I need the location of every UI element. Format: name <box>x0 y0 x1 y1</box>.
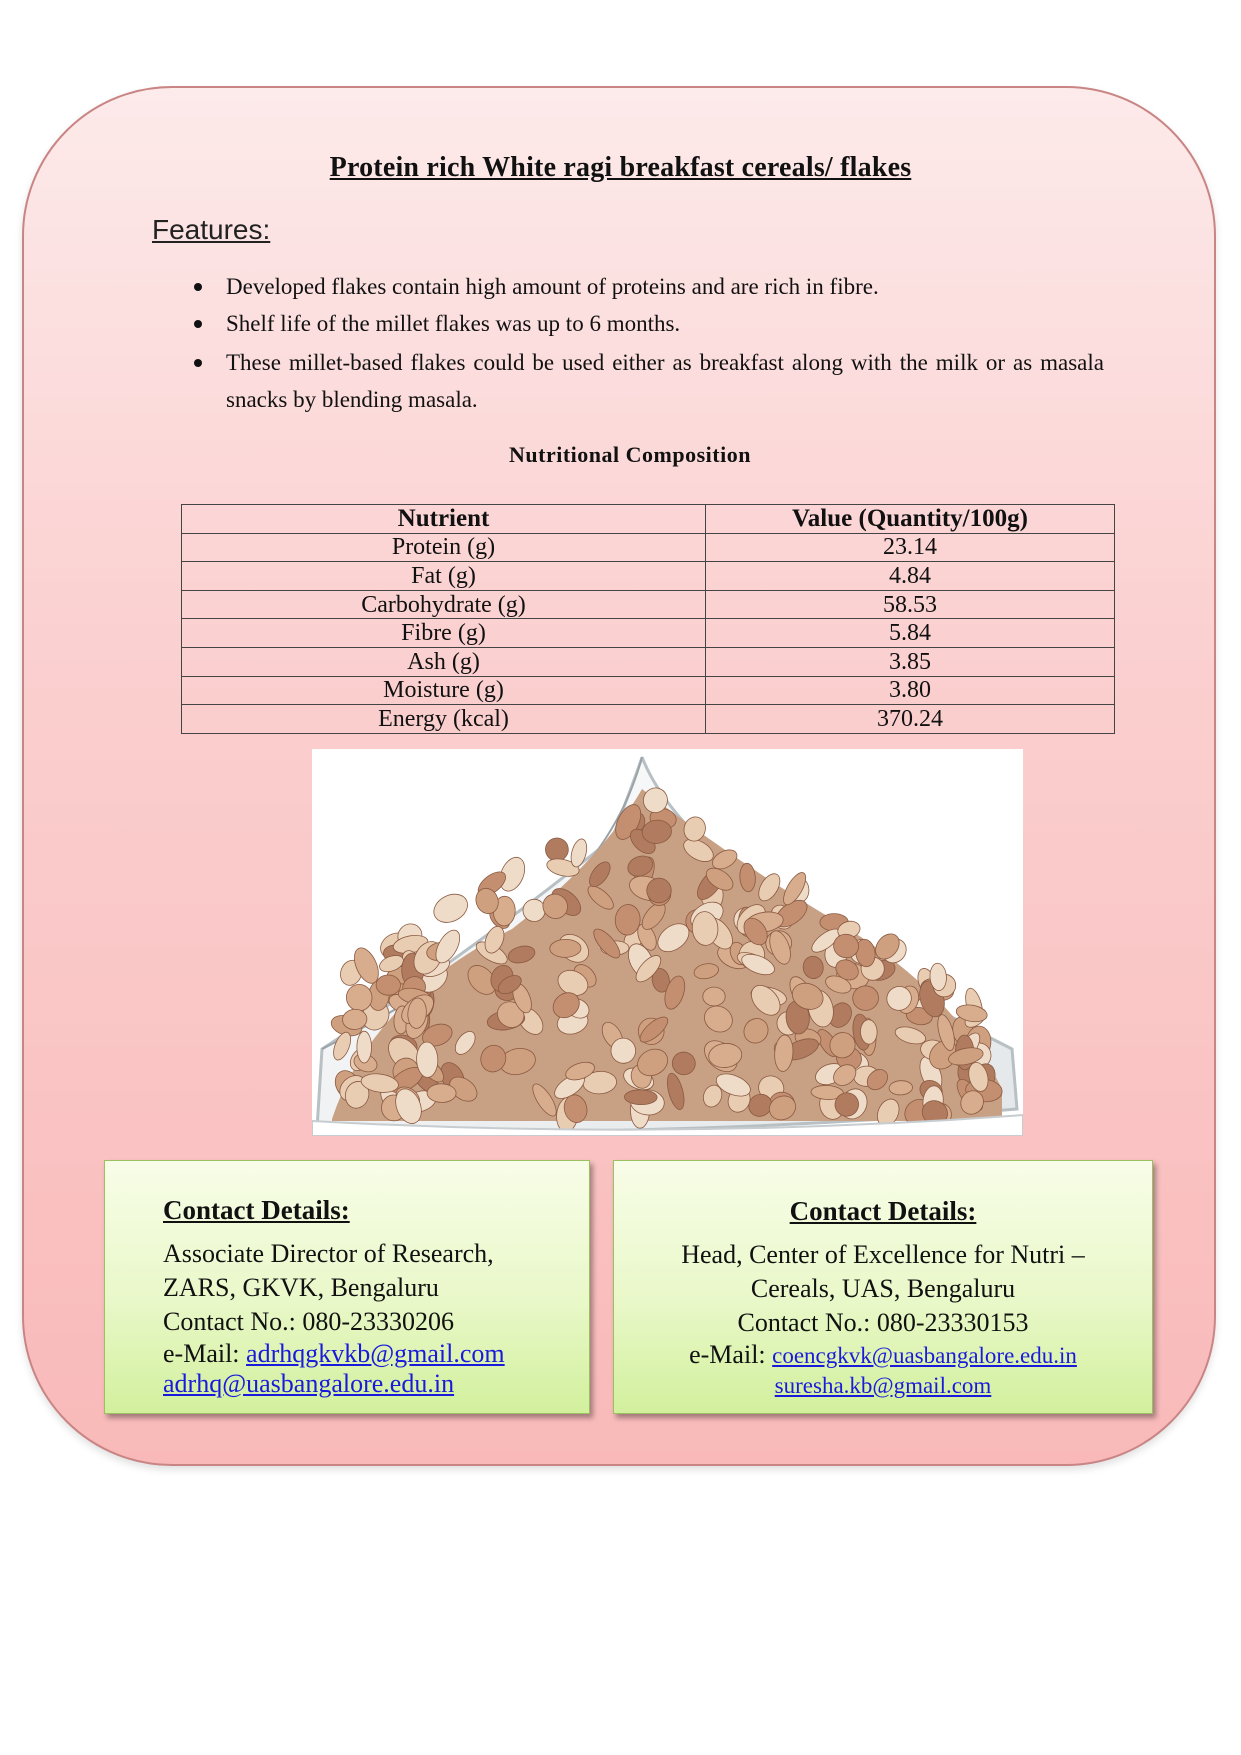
contact-line: Associate Director of Research, <box>163 1239 494 1268</box>
table-row <box>182 705 1115 734</box>
table-row <box>182 590 1115 619</box>
nutrient-cell: Ash (g) <box>182 647 706 676</box>
feature-item <box>194 268 1104 305</box>
contact-email-row <box>163 1339 579 1369</box>
page-title: Protein rich White ragi breakfast cereals/ flakes <box>329 152 912 183</box>
feature-item <box>194 305 1104 342</box>
value-cell: 4.84 <box>706 562 1115 591</box>
flake-shape <box>550 939 582 958</box>
contact-line: Cereals, UAS, Bengaluru <box>750 1274 1016 1303</box>
value-cell: 370.24 <box>706 705 1115 734</box>
nutrition-table <box>181 504 1115 734</box>
table-row <box>182 562 1115 591</box>
value-cell: 58.53 <box>706 590 1115 619</box>
contact-line: ZARS, GKVK, Bengaluru <box>163 1273 439 1302</box>
nutrient-cell: Fat (g) <box>182 562 706 591</box>
contact-email-row <box>614 1340 1152 1371</box>
bullet-icon <box>194 320 202 328</box>
flake-shape <box>376 975 401 996</box>
email-link[interactable]: coencgkvk@uasbangalore.edu.in <box>772 1343 1077 1368</box>
flake-shape <box>357 1031 372 1063</box>
nutrient-cell: Protein (g) <box>182 533 706 562</box>
flake-shape <box>852 985 879 1010</box>
feature-text: Shelf life of the millet flakes was up to 6 months. <box>226 311 681 336</box>
features-list <box>194 268 1104 418</box>
column-header-nutrient: Nutrient <box>182 505 706 534</box>
flake-shape <box>624 1090 657 1105</box>
table-caption: Nutritional Composition <box>509 442 751 467</box>
email-link[interactable]: adrhq@uasbangalore.edu.in <box>163 1369 455 1398</box>
email-link[interactable]: adrhqgkvkb@gmail.com <box>246 1339 505 1368</box>
flake-shape <box>860 1019 877 1044</box>
flakes-bowl-illustration <box>312 749 1023 1136</box>
bullet-icon <box>194 283 202 291</box>
table-row <box>182 533 1115 562</box>
flakes-photo <box>312 749 1023 1136</box>
feature-item <box>194 344 1104 418</box>
contact-heading: Contact Details: <box>789 1196 977 1226</box>
flake-shape <box>427 1084 456 1103</box>
feature-text: Developed flakes contain high amount of proteins and are rich in fibre. <box>226 274 879 299</box>
nutrient-cell: Fibre (g) <box>182 619 706 648</box>
contact-card-right <box>613 1160 1153 1414</box>
flake-shape <box>703 987 725 1006</box>
table-header-row <box>182 505 1115 534</box>
email-label: e-Mail: <box>163 1339 247 1368</box>
email-link[interactable]: suresha.kb@gmail.com <box>774 1373 992 1398</box>
value-cell: 3.85 <box>706 647 1115 676</box>
nutrient-cell: Moisture (g) <box>182 676 706 705</box>
features-heading: Features: <box>152 214 271 245</box>
value-cell: 5.84 <box>706 619 1115 648</box>
table-row <box>182 676 1115 705</box>
nutrient-cell: Carbohydrate (g) <box>182 590 706 619</box>
value-cell: 23.14 <box>706 533 1115 562</box>
contact-email-row <box>163 1369 579 1399</box>
feature-text: These millet-based flakes could be used either as breakfast along with the milk or as masala snacks by blending masala. <box>226 350 1104 412</box>
table-row <box>182 647 1115 676</box>
email-label: e-Mail: <box>689 1340 773 1369</box>
contact-line: Head, Center of Excellence for Nutri – <box>681 1240 1085 1269</box>
bullet-icon <box>194 359 202 367</box>
contact-phone: Contact No.: 080-23330153 <box>737 1308 1029 1337</box>
value-cell: 3.80 <box>706 676 1115 705</box>
table-row <box>182 619 1115 648</box>
nutrient-cell: Energy (kcal) <box>182 705 706 734</box>
contact-phone: Contact No.: 080-23330206 <box>163 1307 455 1336</box>
contact-card-left <box>104 1160 590 1414</box>
column-header-value: Value (Quantity/100g) <box>706 505 1115 534</box>
contact-heading: Contact Details: <box>163 1195 350 1225</box>
contact-email-row <box>614 1371 1152 1400</box>
